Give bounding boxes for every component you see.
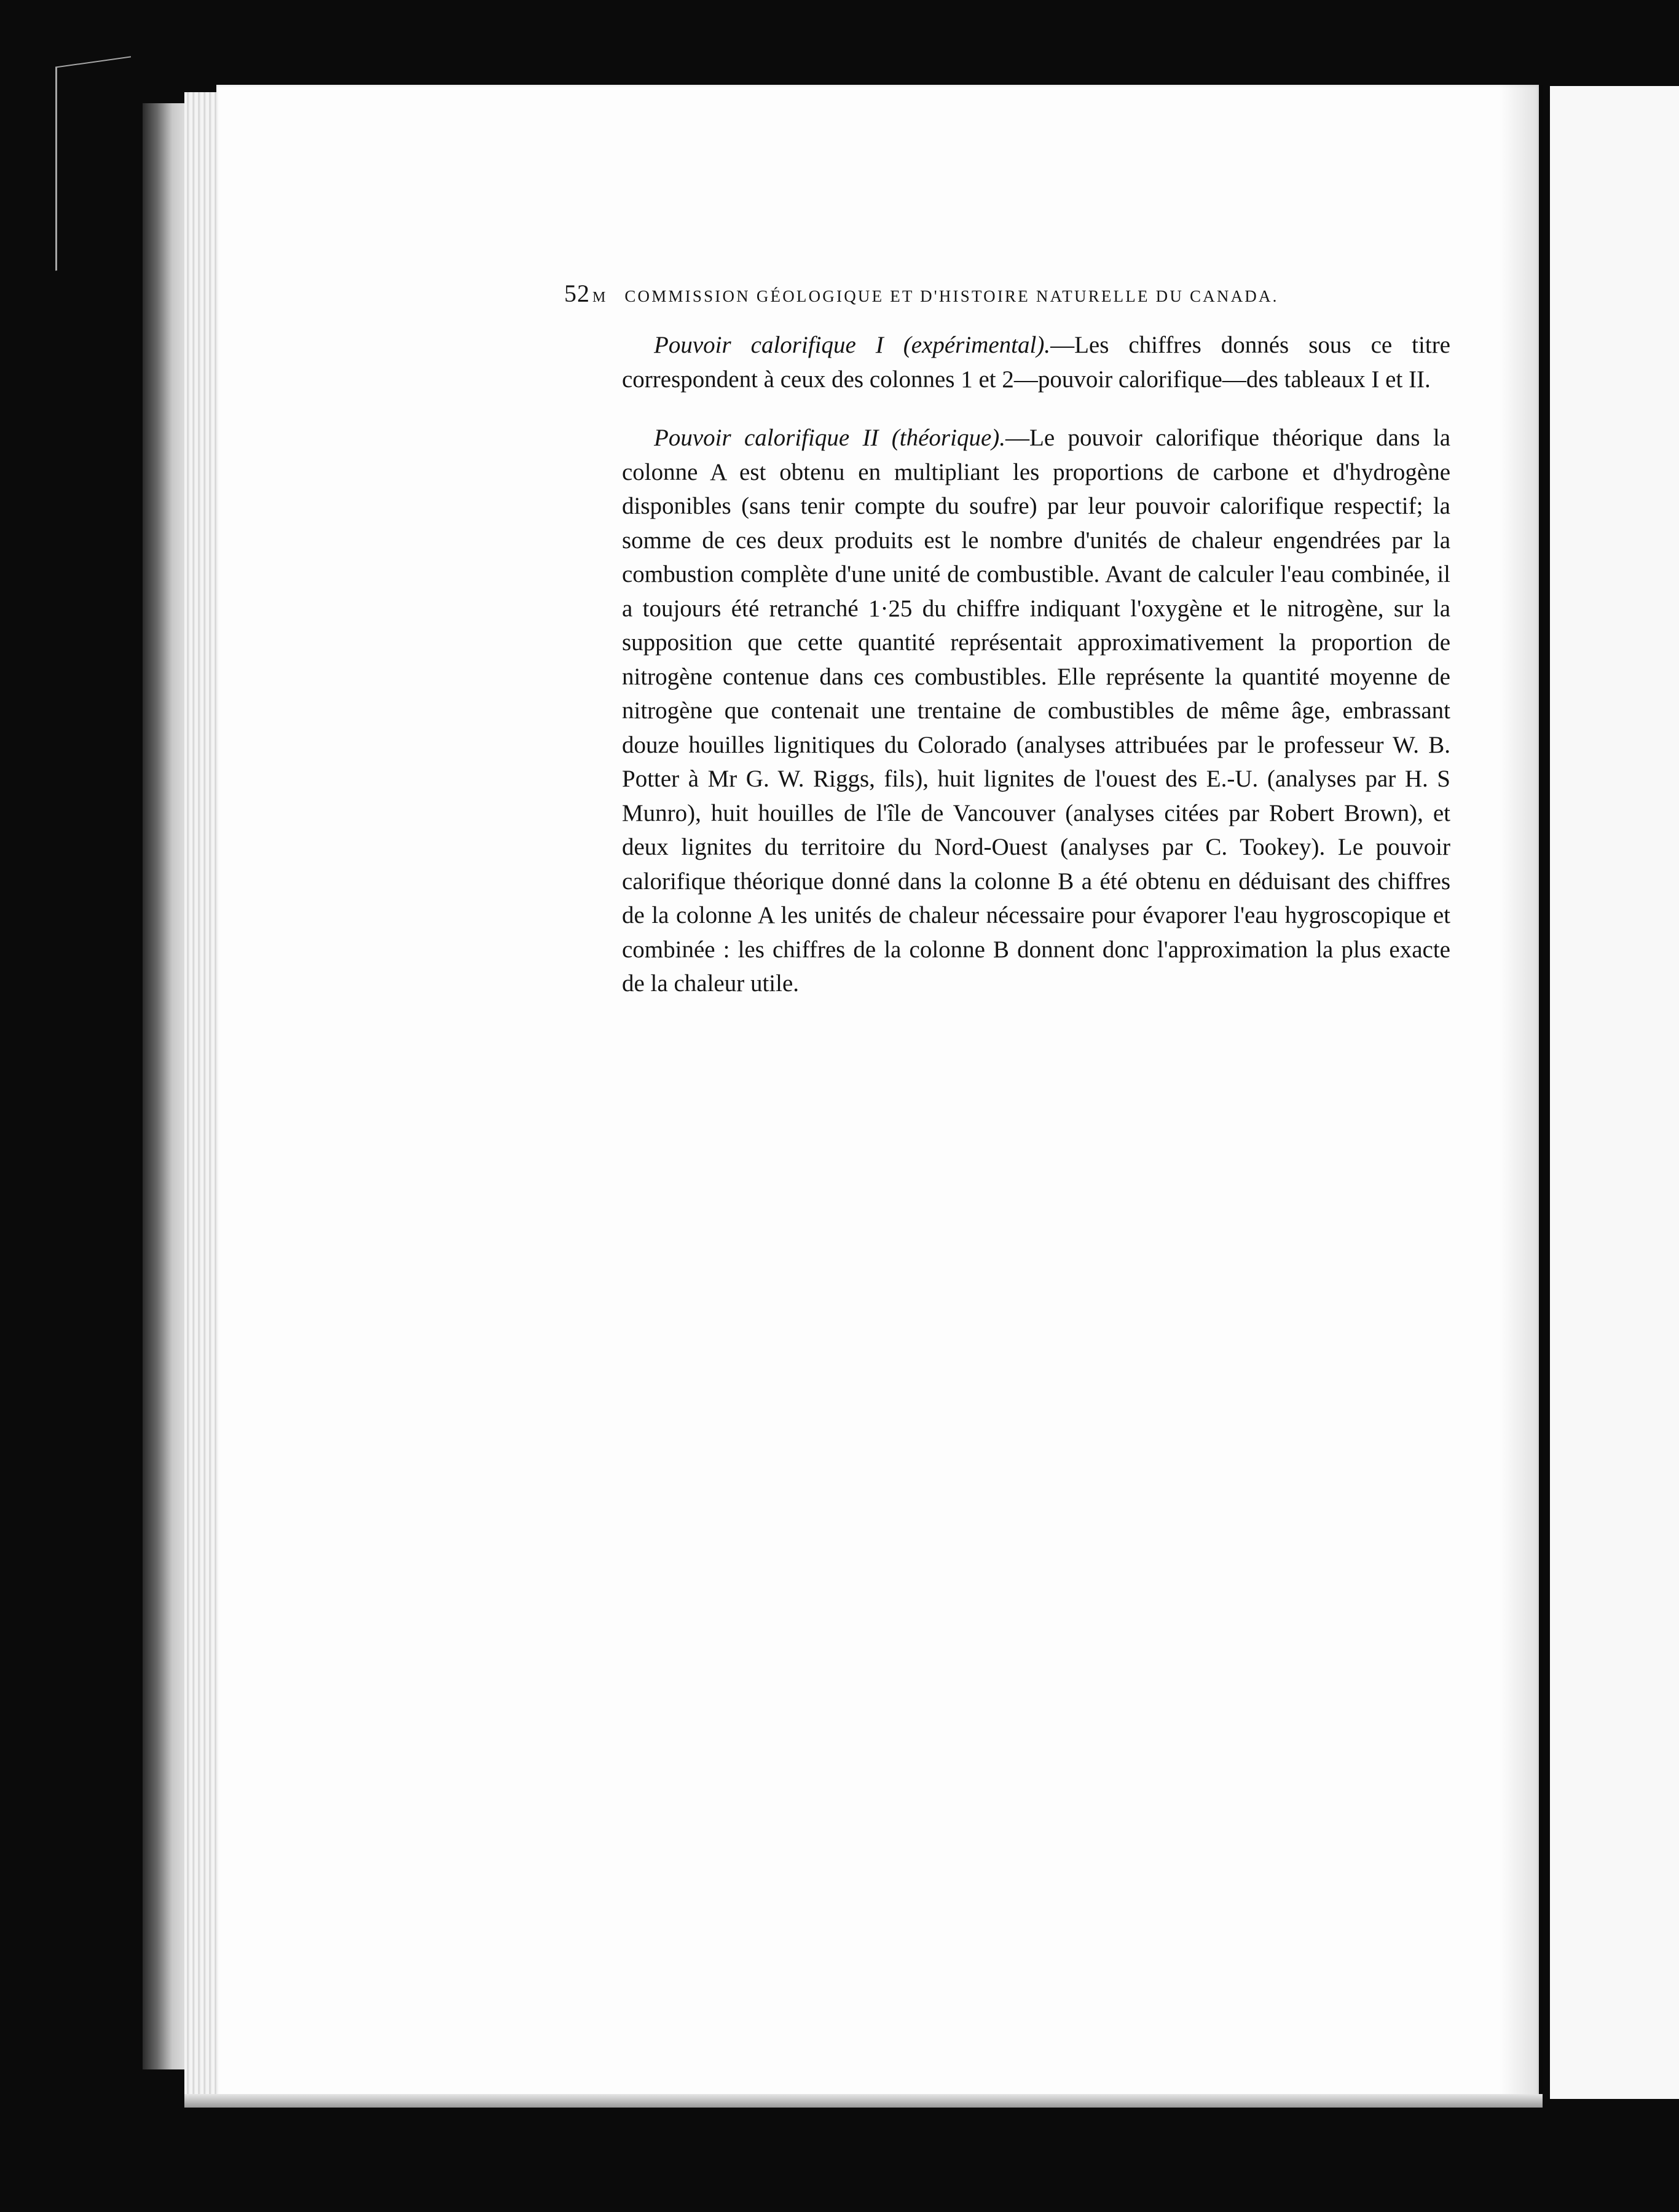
page-bottom-edge [184, 2094, 1543, 2108]
page-number: 52 [564, 280, 590, 307]
gutter-shadow [1500, 85, 1543, 2099]
running-head-title: COMMISSION GÉOLOGIQUE ET D'HISTOIRE NATURELLE DU CANADA. [624, 287, 1279, 305]
paragraph-experimental-heat [622, 328, 1450, 396]
paragraph-body: —Le pouvoir calorifique théorique dans la colonne A est obtenu en multipliant les proportions de carbone et d'hydrogène disponibles (sans tenir compte du soufre) par leur pouvoir calorifique respectif; la somme de ces deux produits est le nombre d'unités de chaleur engendrées par la combustion complète d'une unité de combustible. Avant de calculer l'eau combinée, il a toujours été retranché 1·25 du chiffre indiquant l'oxygène et le nitrogène, sur la supposition que cette quantité représentait approximativement la proportion de nitrogène contenue dans ces combustibles. Elle représente la quantité moyenne de nitrogène que contenait une trentaine de combustibles de même âge, embrassant douze houilles lignitiques du Colorado (analyses attribuées par le professeur W. B. Potter à Mr G. W. Riggs, fils), huit lignites de l'ouest des E.-U. (analyses par H. S Munro), huit houilles de l'île de Vancouver (analyses citées par Robert Brown), et deux lignites du territoire du Nord-Ouest (analyses par C. Tookey). Le pouvoir calorifique théorique donné dans la colonne B a été obtenu en déduisant des chiffres de la colonne A les unités de chaleur nécessaire pour évaporer l'eau hygroscopique et combinée : les chiffres de la colonne B donnent donc l'approximation la plus exacte de la chaleur utile. [622, 425, 1451, 997]
paragraph-theoretical-heat [622, 421, 1450, 1001]
page-series-letter: M [592, 289, 607, 305]
paragraph-lead: Pouvoir calorifique II (théorique). [654, 425, 1005, 451]
running-head [564, 279, 1449, 308]
facing-page-edge [1550, 86, 1679, 2099]
paragraph-body: —Les chiffres donnés sous ce titre correspondent à ceux des colonnes 1 et 2—pouvoir calorifique—des tableaux I et II. [622, 332, 1450, 393]
body-text [622, 328, 1450, 1001]
paragraph-lead: Pouvoir calorifique I (expérimental). [654, 332, 1051, 358]
film-scratch-mark [55, 56, 131, 270]
page-edges [184, 92, 221, 2101]
